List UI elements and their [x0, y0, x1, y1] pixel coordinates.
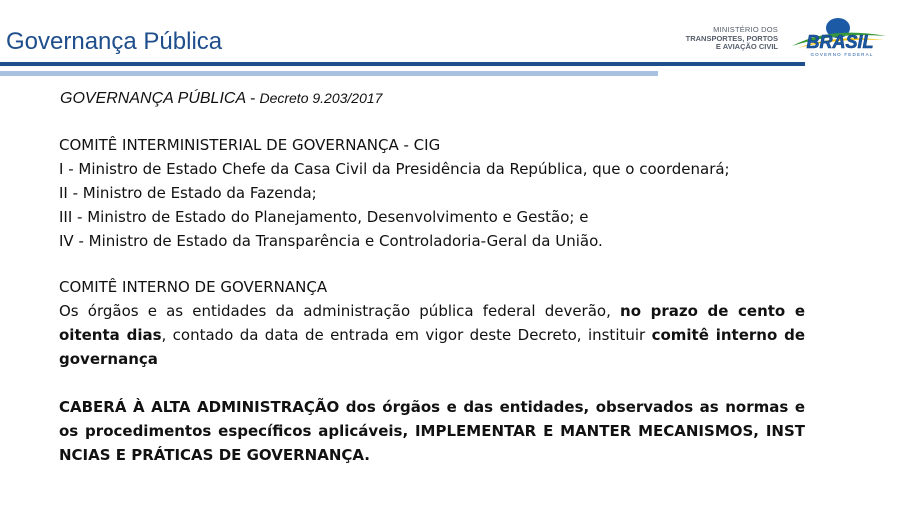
cig-section	[59, 133, 805, 253]
header-rule-dark	[0, 62, 805, 66]
page-title: Governança Pública	[6, 28, 223, 55]
paragraph-text: , contado da data de entrada em vigor deste Decreto, instituir	[161, 326, 652, 344]
cig-member: IV - Ministro de Estado da Transparência e Controladoria-Geral da União.	[59, 232, 603, 250]
cig-heading: COMITÊ INTERMINISTERIAL DE GOVERNANÇA - CIG	[59, 136, 441, 154]
internal-committee-heading: COMITÊ INTERNO DE GOVERNANÇA	[59, 278, 328, 296]
cig-member: II - Ministro de Estado da Fazenda;	[59, 184, 317, 202]
ministry-logo-line: MINISTÉRIO DOS	[713, 25, 778, 34]
subtitle-separator: -	[250, 90, 256, 107]
responsibility-paragraph: CABERÁ À ALTA ADMINISTRAÇÃO dos órgãos e das entidades, observados as normas e os procedimentos específicos aplicáveis, IMPLEMENTAR E MANTER MECANISMOS, INST NCIAS E PRÁTICAS DE GOVERNANÇA.	[59, 398, 805, 464]
subtitle-decree: Decreto 9.203/2017	[259, 90, 383, 106]
ministry-logo	[672, 26, 778, 52]
section-subtitle	[60, 90, 382, 108]
brasil-logo	[790, 12, 890, 58]
internal-committee-paragraph	[59, 299, 805, 371]
subtitle-main: GOVERNANÇA PÚBLICA	[60, 90, 247, 107]
header-rule-light	[0, 71, 658, 76]
paragraph-emphasis: comitê interno de governança	[59, 326, 805, 368]
paragraph-emphasis: no prazo de cento e oitenta dias	[59, 302, 806, 344]
brasil-logo-tagline: GOVERNO FEDERAL	[810, 52, 874, 57]
internal-committee-section	[59, 275, 805, 371]
cig-member: I - Ministro de Estado Chefe da Casa Civil da Presidência da República, que o coordenará;	[59, 160, 730, 178]
ministry-logo-line: TRANSPORTES, PORTOS	[685, 33, 778, 43]
ministry-logo-line: E AVIAÇÃO CIVIL	[715, 42, 778, 51]
paragraph-text: Os órgãos e as entidades da administração pública federal deverão,	[59, 302, 621, 320]
brasil-logo-word: BRASIL	[806, 32, 874, 52]
cig-member: III - Ministro de Estado do Planejamento, Desenvolvimento e Gestão; e	[59, 208, 589, 226]
